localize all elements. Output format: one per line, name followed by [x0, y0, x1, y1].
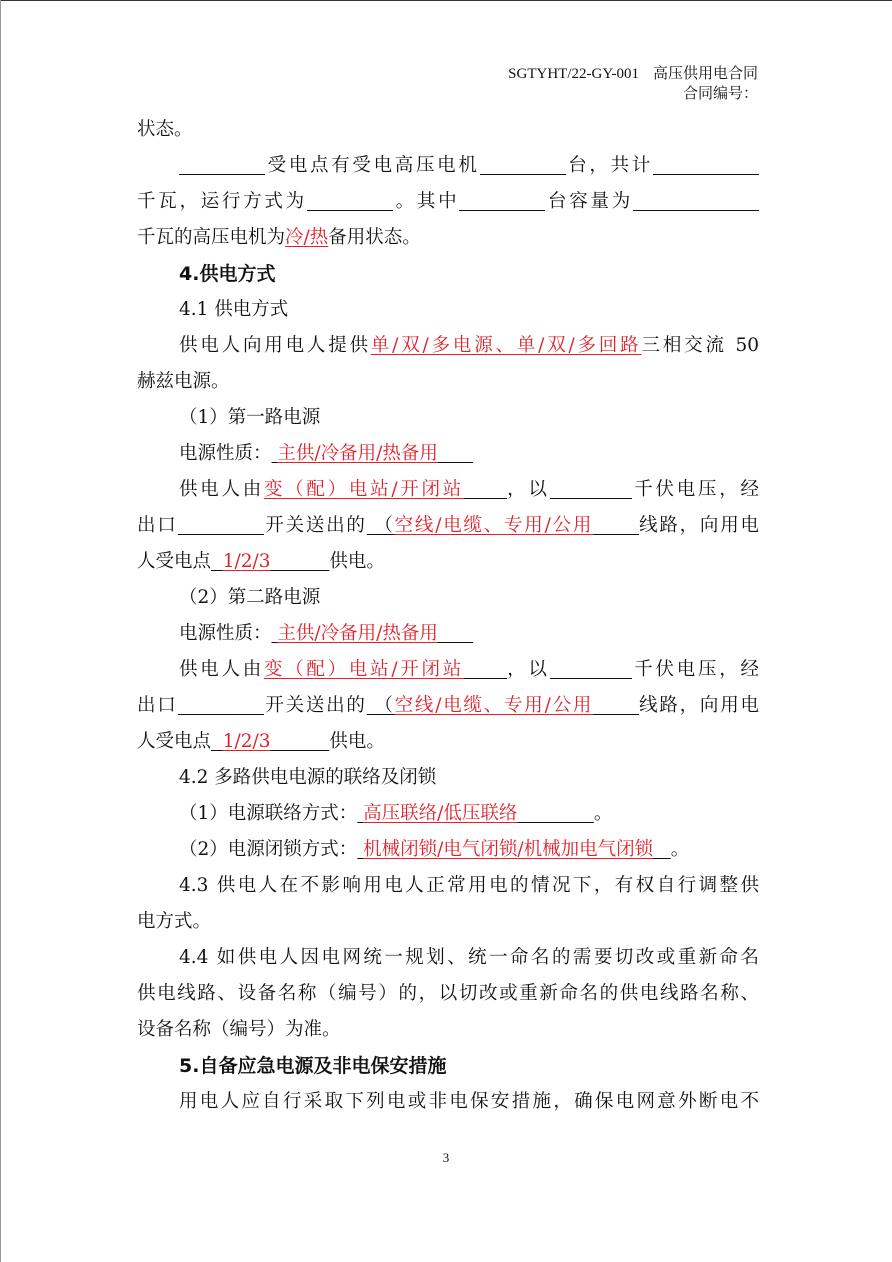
text-line: 赫兹电源。: [137, 371, 230, 392]
first-source-nature: 电源性质： 主供/冷备用/热备用: [179, 443, 438, 464]
operation-mode-line: 千瓦，运行方式为 。其中 台容量为: [137, 184, 759, 220]
standby-line: 千瓦的高压电机为冷/热备用状态。: [137, 227, 421, 248]
contract-number-label: 合同编号：: [682, 86, 758, 102]
second-source-line-2: 出口 开关送出的 （空线/电缆、专用/公用 线路，向用电: [137, 688, 759, 724]
document-title: 高压供用电合同: [652, 66, 758, 82]
blank-field[interactable]: [178, 692, 264, 715]
option-text: 1/2/3: [222, 731, 271, 752]
subsection-4-4: 4.4 如供电人因电网统一规划、统一命名的需要切改或重新命名: [179, 947, 759, 968]
blank-field[interactable]: [550, 476, 632, 499]
option-text: 冷/热: [285, 227, 329, 248]
option-text: 变（配）电站/开闭站: [263, 479, 465, 500]
option-text: 高压联络/低压联络: [363, 803, 518, 824]
first-source-line-1: 供电人由变（配）电站/开闭站 ，以 千伏电压，经: [137, 472, 759, 508]
option-text: 变（配）电站/开闭站: [263, 659, 465, 680]
section-heading-4: 4.供电方式: [179, 263, 276, 285]
interconnection-line: （1）电源联络方式： 高压联络/低压联络 。: [179, 803, 613, 824]
blank-field[interactable]: [178, 512, 264, 535]
first-source-line-3: 人受电点 1/2/3 供电。: [137, 551, 385, 572]
blank-field[interactable]: [307, 188, 393, 211]
option-text: 机械闭锁/电气闭锁/机械加电气闭锁: [363, 839, 654, 860]
option-text: 1/2/3: [222, 551, 271, 572]
subsection-4-3: 4.3 供电人在不影响用电人正常用电的情况下，有权自行调整供: [179, 875, 759, 896]
motor-count-line: 受电点有受电高压电机 台，共计: [137, 148, 759, 184]
text-line: 状态。: [137, 119, 193, 140]
page-header: [508, 64, 758, 104]
first-source-title: （1）第一路电源: [179, 407, 321, 428]
option-text: 主供/冷备用/热备用: [277, 623, 438, 644]
document-code: SGTYHT/22-GY-001: [508, 66, 639, 82]
interlock-line: （2）电源闭锁方式： 机械闭锁/电气闭锁/机械加电气闭锁 。: [179, 839, 690, 860]
option-text: 空线/电缆、专用/公用: [394, 515, 594, 536]
blank-field[interactable]: [179, 152, 265, 175]
header-line-1: [508, 64, 758, 84]
blank-field[interactable]: [459, 188, 545, 211]
blank-field[interactable]: [550, 656, 632, 679]
section-heading-5: 5.自备应急电源及非电保安措施: [179, 1055, 447, 1077]
page-left-border: [0, 0, 1, 1262]
option-text: 单/双/多电源、单/双/多回路: [370, 335, 642, 356]
text-line: 供电线路、设备名称（编号）的，以切改或重新命名的供电线路名称、: [137, 983, 759, 1004]
second-source-nature: 电源性质： 主供/冷备用/热备用: [179, 623, 438, 644]
second-source-title: （2）第二路电源: [179, 587, 321, 608]
text-line: 用电人应自行采取下列电或非电保安措施，确保电网意外断电不: [179, 1091, 759, 1112]
option-text: 空线/电缆、专用/公用: [394, 695, 594, 716]
blank-field[interactable]: [633, 188, 759, 211]
second-source-line-1: 供电人由变（配）电站/开闭站 ，以 千伏电压，经: [137, 652, 759, 688]
supply-line: 供电人向用电人提供单/双/多电源、单/双/多回路三相交流 50: [179, 335, 759, 356]
first-source-line-2: 出口 开关送出的 （空线/电缆、专用/公用 线路，向用电: [137, 508, 759, 544]
blank-field[interactable]: [653, 152, 759, 175]
subsection-4-1: 4.1 供电方式: [179, 299, 289, 320]
page-number: 3: [442, 1150, 450, 1165]
document-body: [137, 112, 759, 1120]
blank-field[interactable]: [480, 152, 566, 175]
text-line: 设备名称（编号）为准。: [137, 1019, 341, 1040]
second-source-line-3: 人受电点 1/2/3 供电。: [137, 731, 385, 752]
subsection-4-2: 4.2 多路供电电源的联络及闭锁: [179, 767, 437, 788]
text-line: 电方式。: [137, 911, 212, 932]
option-text: 主供/冷备用/热备用: [277, 443, 438, 464]
page-top-border: [0, 0, 892, 1]
